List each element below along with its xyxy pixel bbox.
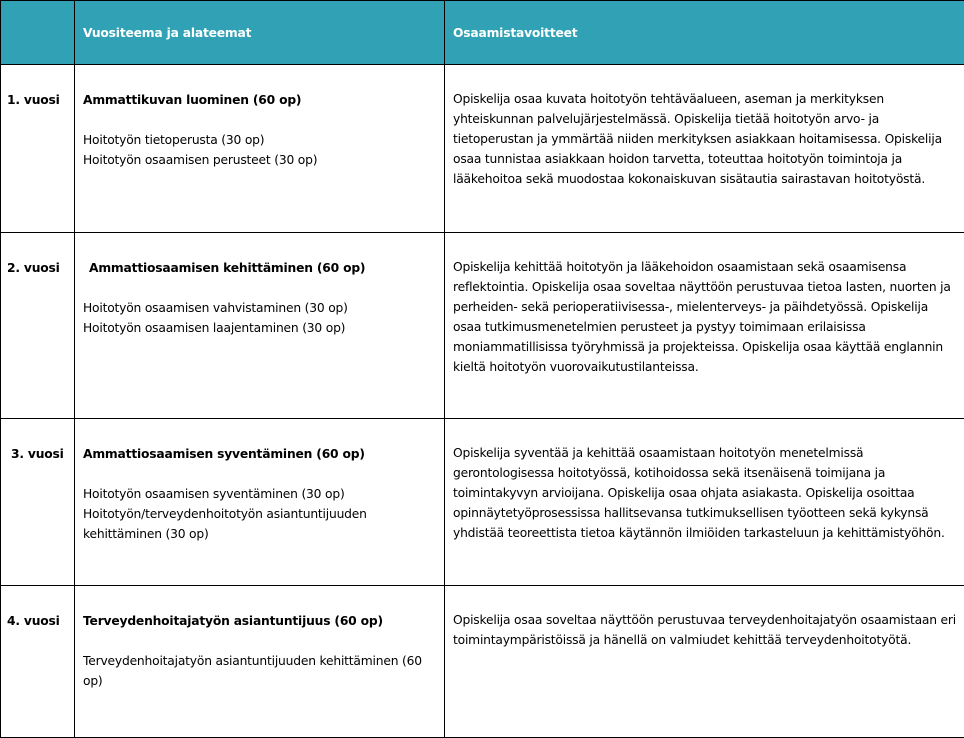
theme-title: Terveydenhoitajatyön asiantuntijuus (60 op) xyxy=(83,611,436,631)
subtheme: Hoitotyön osaamisen perusteet (30 op) xyxy=(83,150,436,170)
goals-cell: Opiskelija osaa kuvata hoitotyön tehtäväalueen, aseman ja merkityksen yhteiskunnan palvelujärjestelmässä. Opiskelija tietää hoitotyön arvo- ja tietoperustan ja ymmärtää niiden merkityksen asiakkaan hoitamisessa. Opiskelija osaa tunnistaa asiakkaan hoidon tarvetta, toteuttaa hoitotyön toimintoja ja lääkehoitoa sekä muodostaa kokonaiskuvan sisätautia sairastavan hoitotyöstä. xyxy=(445,65,964,233)
table-row xyxy=(1,419,964,586)
subtheme: Hoitotyön/terveydenhoitotyön asiantuntijuuden kehittäminen (30 op) xyxy=(83,504,436,544)
theme-cell xyxy=(75,233,445,419)
table-row xyxy=(1,65,964,233)
theme-cell xyxy=(75,65,445,233)
table-row xyxy=(1,586,964,738)
year-cell: 2. vuosi xyxy=(1,233,75,419)
theme-cell xyxy=(75,586,445,738)
year-cell: 3. vuosi xyxy=(1,419,75,586)
theme-title: Ammattiosaamisen syventäminen (60 op) xyxy=(83,444,436,464)
header-year xyxy=(1,1,75,65)
year-cell: 4. vuosi xyxy=(1,586,75,738)
goals-cell: Opiskelija osaa soveltaa näyttöön perustuvaa terveydenhoitajatyön osaamistaan eri toimintaympäristöissä ja hänellä on valmiudet kehittää terveydenhoitotyötä. xyxy=(445,586,964,738)
subtheme: Hoitotyön osaamisen syventäminen (30 op) xyxy=(83,484,436,504)
subtheme: Hoitotyön osaamisen vahvistaminen (30 op) xyxy=(83,298,436,318)
goals-cell: Opiskelija kehittää hoitotyön ja lääkehoidon osaamistaan sekä osaamisensa reflektointia. Opiskelija osaa soveltaa näyttöön perustuvaa tietoa lasten, nuorten ja perheiden- sekä perioperatiivisessa-, mielenterveys- ja päihdetyössä. Opiskelija osaa tutkimusmenetelmien perusteet ja pystyy toimimaan erilaisissa moniammatillisissa työryhmissä ja projekteissa. Opiskelija osaa käyttää englannin kieltä hoitotyön vuorovaikutustilanteissa. xyxy=(445,233,964,419)
subtheme: Hoitotyön tietoperusta (30 op) xyxy=(83,130,436,150)
theme-cell xyxy=(75,419,445,586)
subtheme: Terveydenhoitajatyön asiantuntijuuden kehittäminen (60 op) xyxy=(83,651,436,691)
theme-title: Ammattikuvan luominen (60 op) xyxy=(83,90,436,110)
table-header-row xyxy=(1,1,964,65)
header-theme: Vuositeema ja alateemat xyxy=(75,1,445,65)
goals-cell: Opiskelija syventää ja kehittää osaamistaan hoitotyön menetelmissä gerontologisessa hoitotyössä, kotihoidossa sekä itsenäisenä toimijana ja toimintakyvyn arvioijana. Opiskelija osaa ohjata asiakasta. Opiskelija osoittaa opinnäytetyöprosessissa hallitsevansa tutkimuksellisen työotteen sekä kykynsä yhdistää teoreettista tietoa käytännön ilmiöiden tarkasteluun ja kehittämistyöhön. xyxy=(445,419,964,586)
header-goals: Osaamistavoitteet xyxy=(445,1,964,65)
table-row xyxy=(1,233,964,419)
subtheme: Hoitotyön osaamisen laajentaminen (30 op) xyxy=(83,318,436,338)
theme-title: Ammattiosaamisen kehittäminen (60 op) xyxy=(83,258,436,278)
year-cell: 1. vuosi xyxy=(1,65,75,233)
